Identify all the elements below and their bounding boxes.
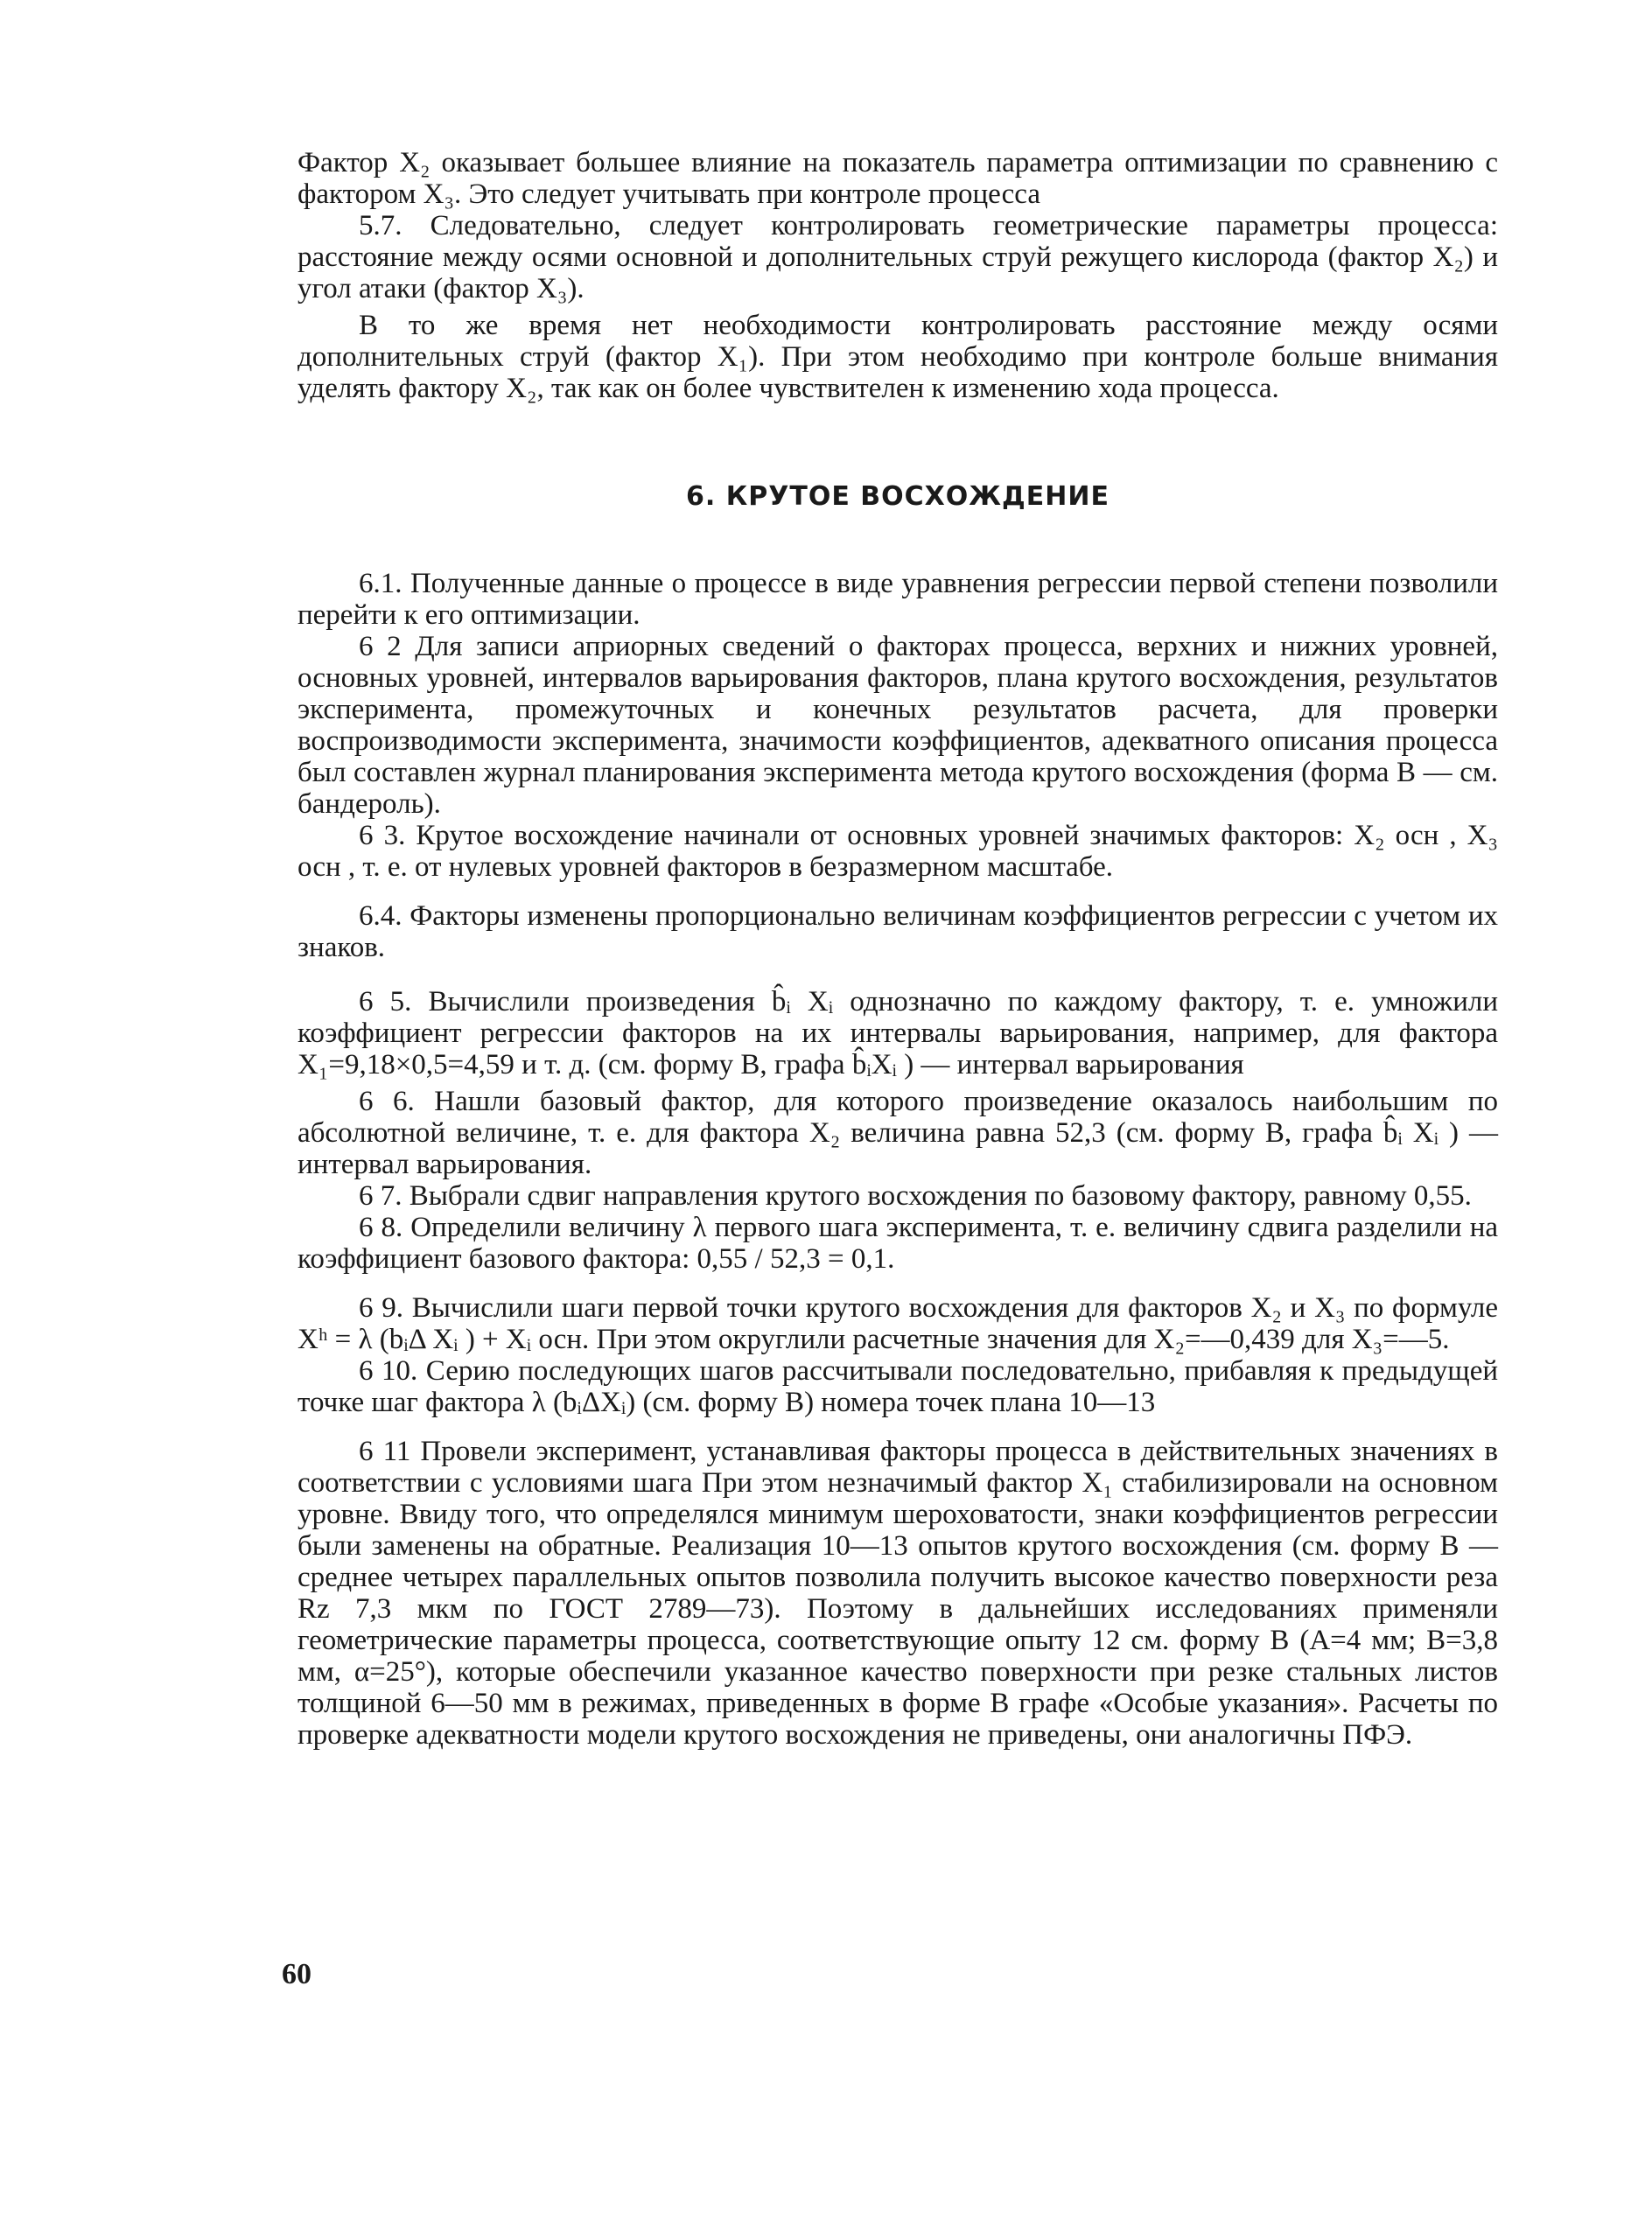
section-heading: 6. КРУТОЕ ВОСХОЖДЕНИЕ	[686, 481, 1110, 512]
section-paragraph-6-6: 6 6. Нашли базовый фактор, для которого произведение оказалось наибольшим по абсолютной величине, т. е. для фактора X₂ величина равна 52,3 (см. форму B, графа b̂ᵢ Xᵢ ) — интервал варьирования.	[298, 1086, 1498, 1180]
section-paragraph-6-1: 6.1. Полученные данные о процессе в виде уравнения регрессии первой степени позволили перейти к его оптимизации.	[298, 568, 1498, 631]
section-paragraph-6-9: 6 9. Вычислили шаги первой точки крутого восхождения для факторов X₂ и X₃ по формуле Xʰ = λ (bᵢΔ Xᵢ ) + Xᵢ осн. При этом округлили расчетные значения для X₂=—0,439 для X₃=—5.	[298, 1292, 1498, 1355]
page-number: 60	[282, 1958, 312, 1990]
section-paragraph-6-4: 6.4. Факторы изменены пропорционально величинам коэффициентов регрессии с учетом их знаков.	[298, 900, 1498, 963]
section-paragraph-6-11: 6 11 Провели эксперимент, устанавливая факторы процесса в действительных значениях в соответствии с условиями шага При этом незначимый фактор X₁ стабилизировали на основном уровне. Ввиду того, что определялся минимум шероховатости, знаки коэффициентов регрессии были заменены на обратные. Реализация 10—13 опытов крутого восхождения (см. форму В — среднее четырех параллельных опытов позволила получить высокое качество поверхности реза Rz 7,3 мкм по ГОСТ 2789—73). Поэтому в дальнейших исследованиях применяли геометрические параметры процесса, соответствующие опыту 12 см. форму В (A=4 мм; B=3,8 мм, α=25°), которые обеспечили указанное качество поверхности при резке стальных листов толщиной 6—50 мм в режимах, приведенных в форме В графе «Особые указания». Расчеты по проверке адекватности модели крутого восхождения не приведены, они аналогичны ПФЭ.	[298, 1436, 1498, 1751]
section-paragraph-6-2: 6 2 Для записи априорных сведений о факторах процесса, верхних и нижних уровней, основных уровней, интервалов варьирования факторов, плана крутого восхождения, результатов эксперимента, промежуточных и конечных результатов расчета, для проверки воспроизводимости эксперимента, значимости коэффициентов, адекватного описания процесса был составлен журнал планирования эксперимента метода крутого восхождения (форма В — см. бандероль).	[298, 631, 1498, 820]
intro-paragraph-2: 5.7. Следовательно, следует контролировать геометрические параметры процесса: расстояние между осями основной и дополнительных струй режущего кислорода (фактор X₂) и угол атаки (фактор X₃).	[298, 210, 1498, 304]
section-paragraph-6-7: 6 7. Выбрали сдвиг направления крутого восхождения по базовому фактору, равному 0,55.	[359, 1180, 1472, 1212]
section-paragraph-6-8: 6 8. Определили величину λ первого шага эксперимента, т. е. величину сдвига разделили на коэффициент базового фактора: 0,55 / 52,3 = 0,1.	[298, 1212, 1498, 1275]
intro-paragraph-3: В то же время нет необходимости контролировать расстояние между осями дополнительных струй (фактор X₁). При этом необходимо при контроле больше внимания уделять фактору X₂, так как он более чувствителен к изменению хода процесса.	[298, 310, 1498, 404]
section-paragraph-6-3: 6 3. Крутое восхождение начинали от основных уровней значимых факторов: X₂ осн , X₃ осн , т. е. от нулевых уровней факторов в безразмерном масштабе.	[298, 820, 1498, 883]
intro-paragraph-1: Фактор X₂ оказывает большее влияние на показатель параметра оптимизации по сравнению с фактором X₃. Это следует учитывать при контроле процесса	[298, 147, 1498, 210]
section-paragraph-6-10: 6 10. Серию последующих шагов рассчитывали последовательно, прибавляя к предыдущей точке шаг фактора λ (bᵢΔXᵢ) (см. форму В) номера точек плана 10—13	[298, 1355, 1498, 1418]
section-paragraph-6-5: 6 5. Вычислили произведения b̂ᵢ Xᵢ однозначно по каждому фактору, т. е. умножили коэффициент регрессии факторов на их интервалы варьирования, например, для фактора X₁=9,18×0,5=4,59 и т. д. (см. форму B, графа b̂ᵢXᵢ ) — интервал варьирования	[298, 986, 1498, 1081]
document-page	[298, 147, 1498, 1751]
